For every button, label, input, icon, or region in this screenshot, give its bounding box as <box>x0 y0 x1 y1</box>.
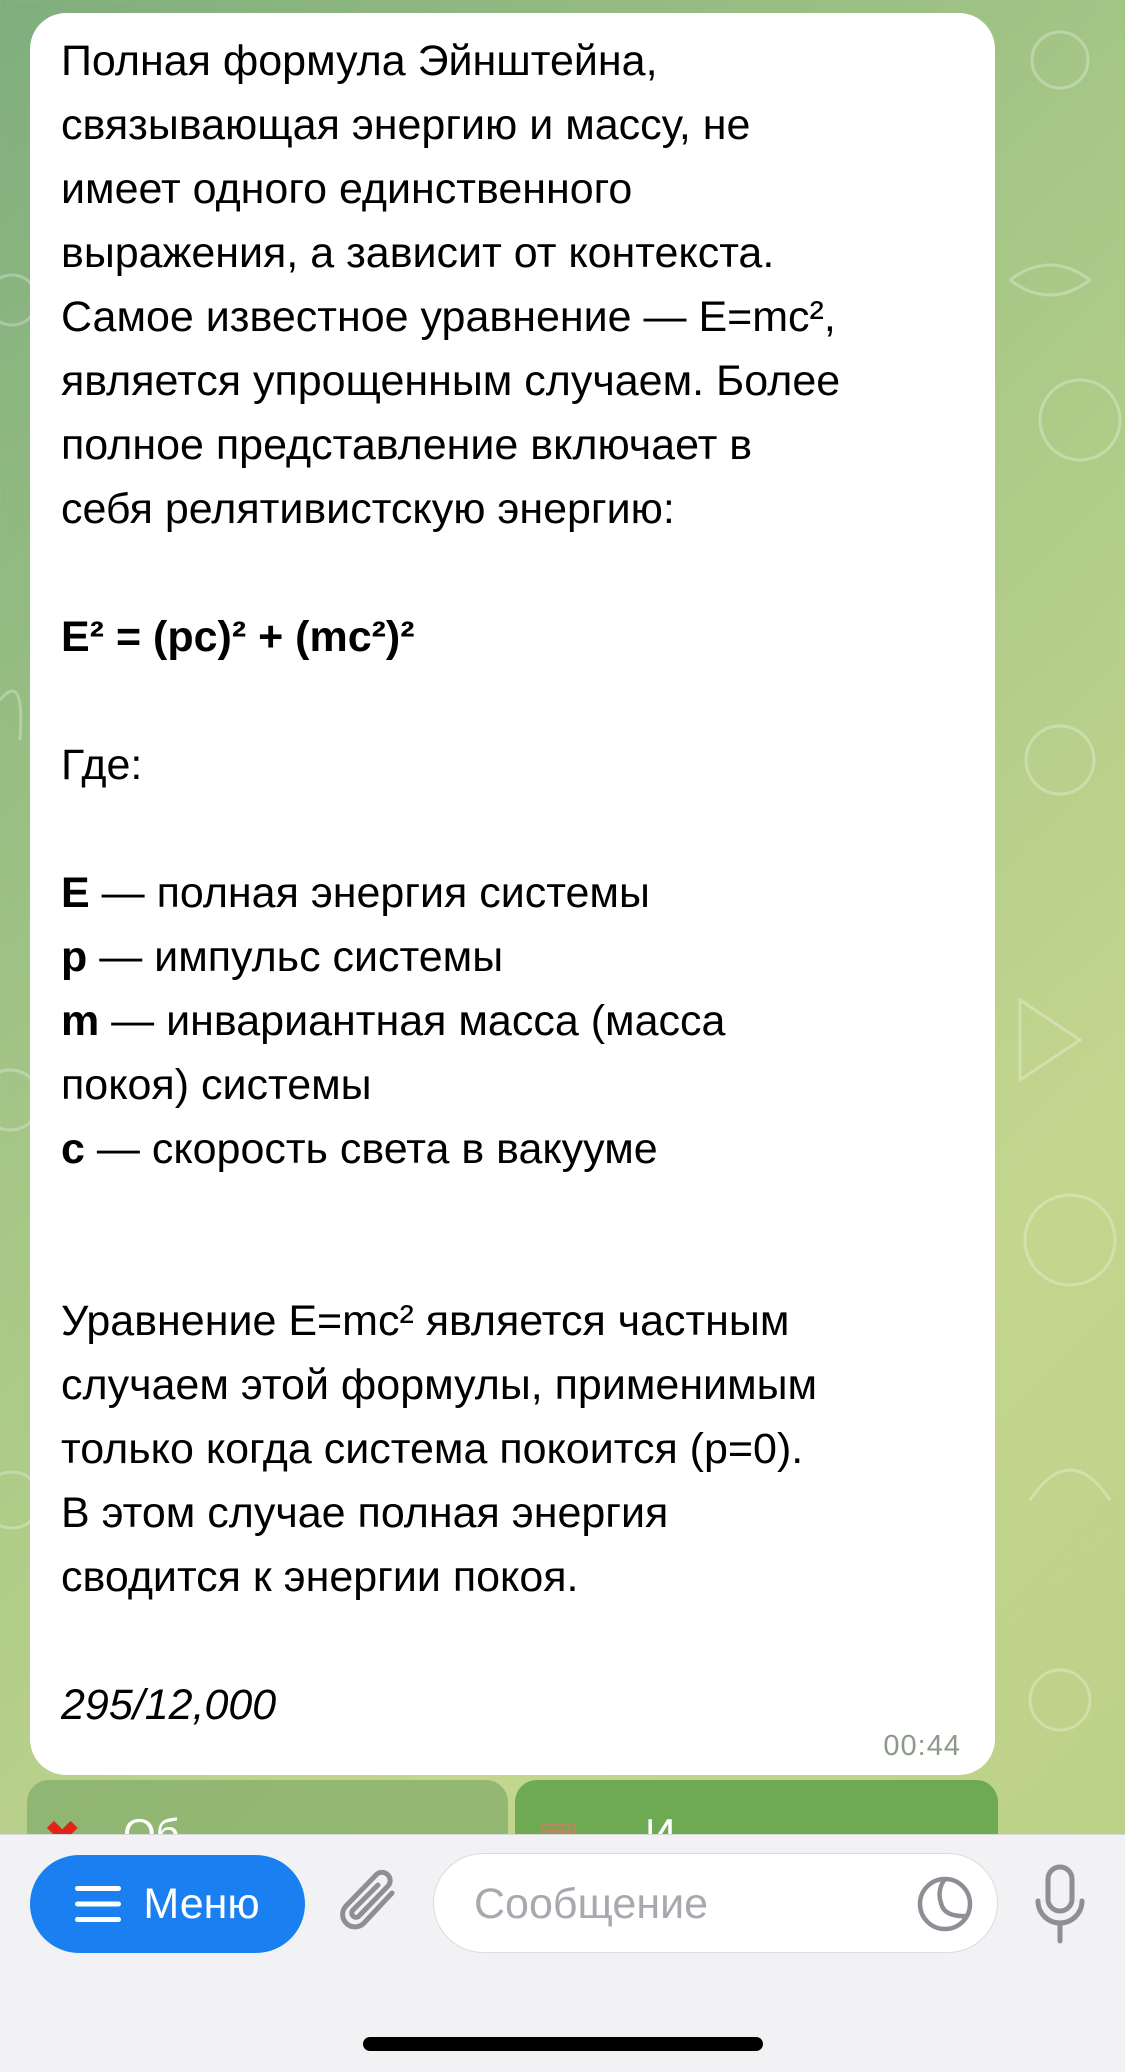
conclusion-line: Уравнение E=mc² является частным <box>61 1297 790 1345</box>
variable-line <box>61 989 981 1053</box>
message-placeholder: Сообщение <box>474 1880 709 1928</box>
intro-line: является упрощенным случаем. Более <box>61 357 841 405</box>
microphone-icon[interactable] <box>1030 1863 1090 1947</box>
home-indicator <box>363 2037 763 2051</box>
attach-icon[interactable] <box>332 1863 410 1945</box>
conclusion-line: случаем этой формулы, применимым <box>61 1361 818 1409</box>
sticker-icon[interactable] <box>915 1874 975 1934</box>
variable-desc: — скорость света в вакууме <box>84 1125 658 1173</box>
menu-button[interactable] <box>30 1855 305 1953</box>
message-input[interactable] <box>433 1853 998 1953</box>
intro-line: себя релятивистскую энергию: <box>61 485 675 533</box>
variable-symbol: c <box>61 1125 85 1173</box>
conclusion-line: В этом случае полная энергия <box>61 1489 669 1537</box>
variable-symbol: m <box>61 997 100 1045</box>
conclusion-line: только когда система покоится (p=0). <box>61 1425 804 1473</box>
menu-label: Меню <box>143 1879 260 1928</box>
intro-line: Полная формула Эйнштейна, <box>61 37 658 85</box>
variable-line <box>61 925 981 989</box>
input-bar <box>0 1834 1125 2072</box>
variable-symbol: E <box>61 869 90 917</box>
hamburger-icon <box>75 1886 121 1922</box>
variable-desc: покоя) системы <box>61 1061 372 1109</box>
variable-desc: — инвариантная масса (масса <box>99 997 726 1045</box>
variable-desc: — полная энергия системы <box>89 869 650 917</box>
message-time: 00:44 <box>883 1730 961 1762</box>
char-counter: 295/12,000 <box>61 1681 277 1729</box>
message-bubble[interactable] <box>30 13 995 1775</box>
where-label: Где: <box>61 741 143 789</box>
intro-line: имеет одного единственного <box>61 165 633 213</box>
intro-line: Самое известное уравнение — E=mc², <box>61 293 836 341</box>
variable-line <box>61 1117 981 1181</box>
formula: E² = (pc)² + (mc²)² <box>61 613 415 661</box>
variable-line <box>61 1053 981 1117</box>
variable-symbol: p <box>61 933 88 981</box>
variable-line <box>61 861 981 925</box>
conclusion-line: сводится к энергии покоя. <box>61 1553 579 1601</box>
intro-line: выражения, а зависит от контекста. <box>61 229 775 277</box>
inline-keyboard <box>27 1780 999 1840</box>
message-text <box>61 29 981 1737</box>
intro-line: полное представление включает в <box>61 421 753 469</box>
variable-desc: — импульс системы <box>87 933 504 981</box>
intro-line: связывающая энергию и массу, не <box>61 101 751 149</box>
